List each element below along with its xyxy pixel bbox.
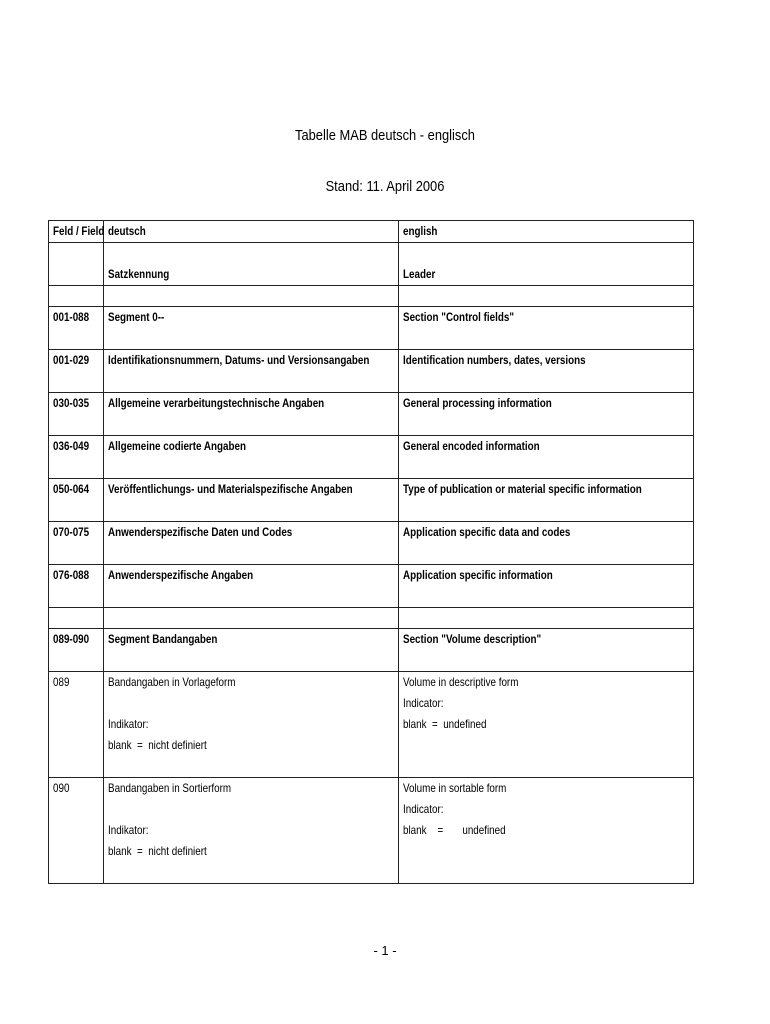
spacer-row <box>49 608 694 629</box>
table-row <box>49 307 694 350</box>
header-deutsch: deutsch <box>104 221 398 243</box>
row-en: General processing information <box>398 393 693 436</box>
row-en: Type of publication or material specific information <box>398 479 693 522</box>
document-title: Tabelle MAB deutsch - englisch <box>295 127 475 144</box>
row-de: Anwenderspezifische Angaben <box>104 565 398 608</box>
row-en: Application specific information <box>398 565 693 608</box>
detail-row <box>49 672 694 778</box>
row-de: Veröffentlichungs- und Materialspezifische Angaben <box>104 479 398 522</box>
mab-table <box>48 220 694 884</box>
row-de: Allgemeine codierte Angaben <box>104 436 398 479</box>
document-date: Stand: 11. April 2006 <box>325 178 445 195</box>
field-code: 076-088 <box>49 565 104 608</box>
table-row <box>49 436 694 479</box>
detail-en: Volume in sortable form Indicator: blank = undefined <box>398 778 693 884</box>
section-row <box>49 629 694 672</box>
table-row <box>49 565 694 608</box>
field-code: 090 <box>49 778 104 884</box>
row-en: General encoded information <box>398 436 693 479</box>
row-de: Segment Bandangaben <box>104 629 398 672</box>
table-row <box>49 350 694 393</box>
leader-row <box>49 243 694 286</box>
row-en: Section "Control fields" <box>398 307 693 350</box>
leader-de: Satzkennung <box>104 243 398 286</box>
row-de: Allgemeine verarbeitungstechnische Angaben <box>104 393 398 436</box>
leader-en: Leader <box>398 243 693 286</box>
table-row <box>49 393 694 436</box>
table-header-row <box>49 221 694 243</box>
detail-en: Volume in descriptive form Indicator: blank = undefined <box>398 672 693 778</box>
row-en: Identification numbers, dates, versions <box>398 350 693 393</box>
row-en: Section "Volume description" <box>398 629 693 672</box>
field-code: 001-088 <box>49 307 104 350</box>
field-code: 089 <box>49 672 104 778</box>
field-code: 089-090 <box>49 629 104 672</box>
detail-de: Bandangaben in Sortierform Indikator: blank = nicht definiert <box>104 778 398 884</box>
row-de: Segment 0-- <box>104 307 398 350</box>
header-english: english <box>398 221 693 243</box>
page-number: - 1 - <box>373 943 397 958</box>
field-code: 030-035 <box>49 393 104 436</box>
field-code: 070-075 <box>49 522 104 565</box>
header-field: Feld / Field <box>49 221 104 243</box>
detail-row <box>49 778 694 884</box>
spacer-row <box>49 286 694 307</box>
field-code: 050-064 <box>49 479 104 522</box>
field-code: 001-029 <box>49 350 104 393</box>
row-en: Application specific data and codes <box>398 522 693 565</box>
row-de: Anwenderspezifische Daten und Codes <box>104 522 398 565</box>
detail-de: Bandangaben in Vorlageform Indikator: blank = nicht definiert <box>104 672 398 778</box>
row-de: Identifikationsnummern, Datums- und Versionsangaben <box>104 350 398 393</box>
table-row <box>49 479 694 522</box>
field-code: 036-049 <box>49 436 104 479</box>
table-row <box>49 522 694 565</box>
